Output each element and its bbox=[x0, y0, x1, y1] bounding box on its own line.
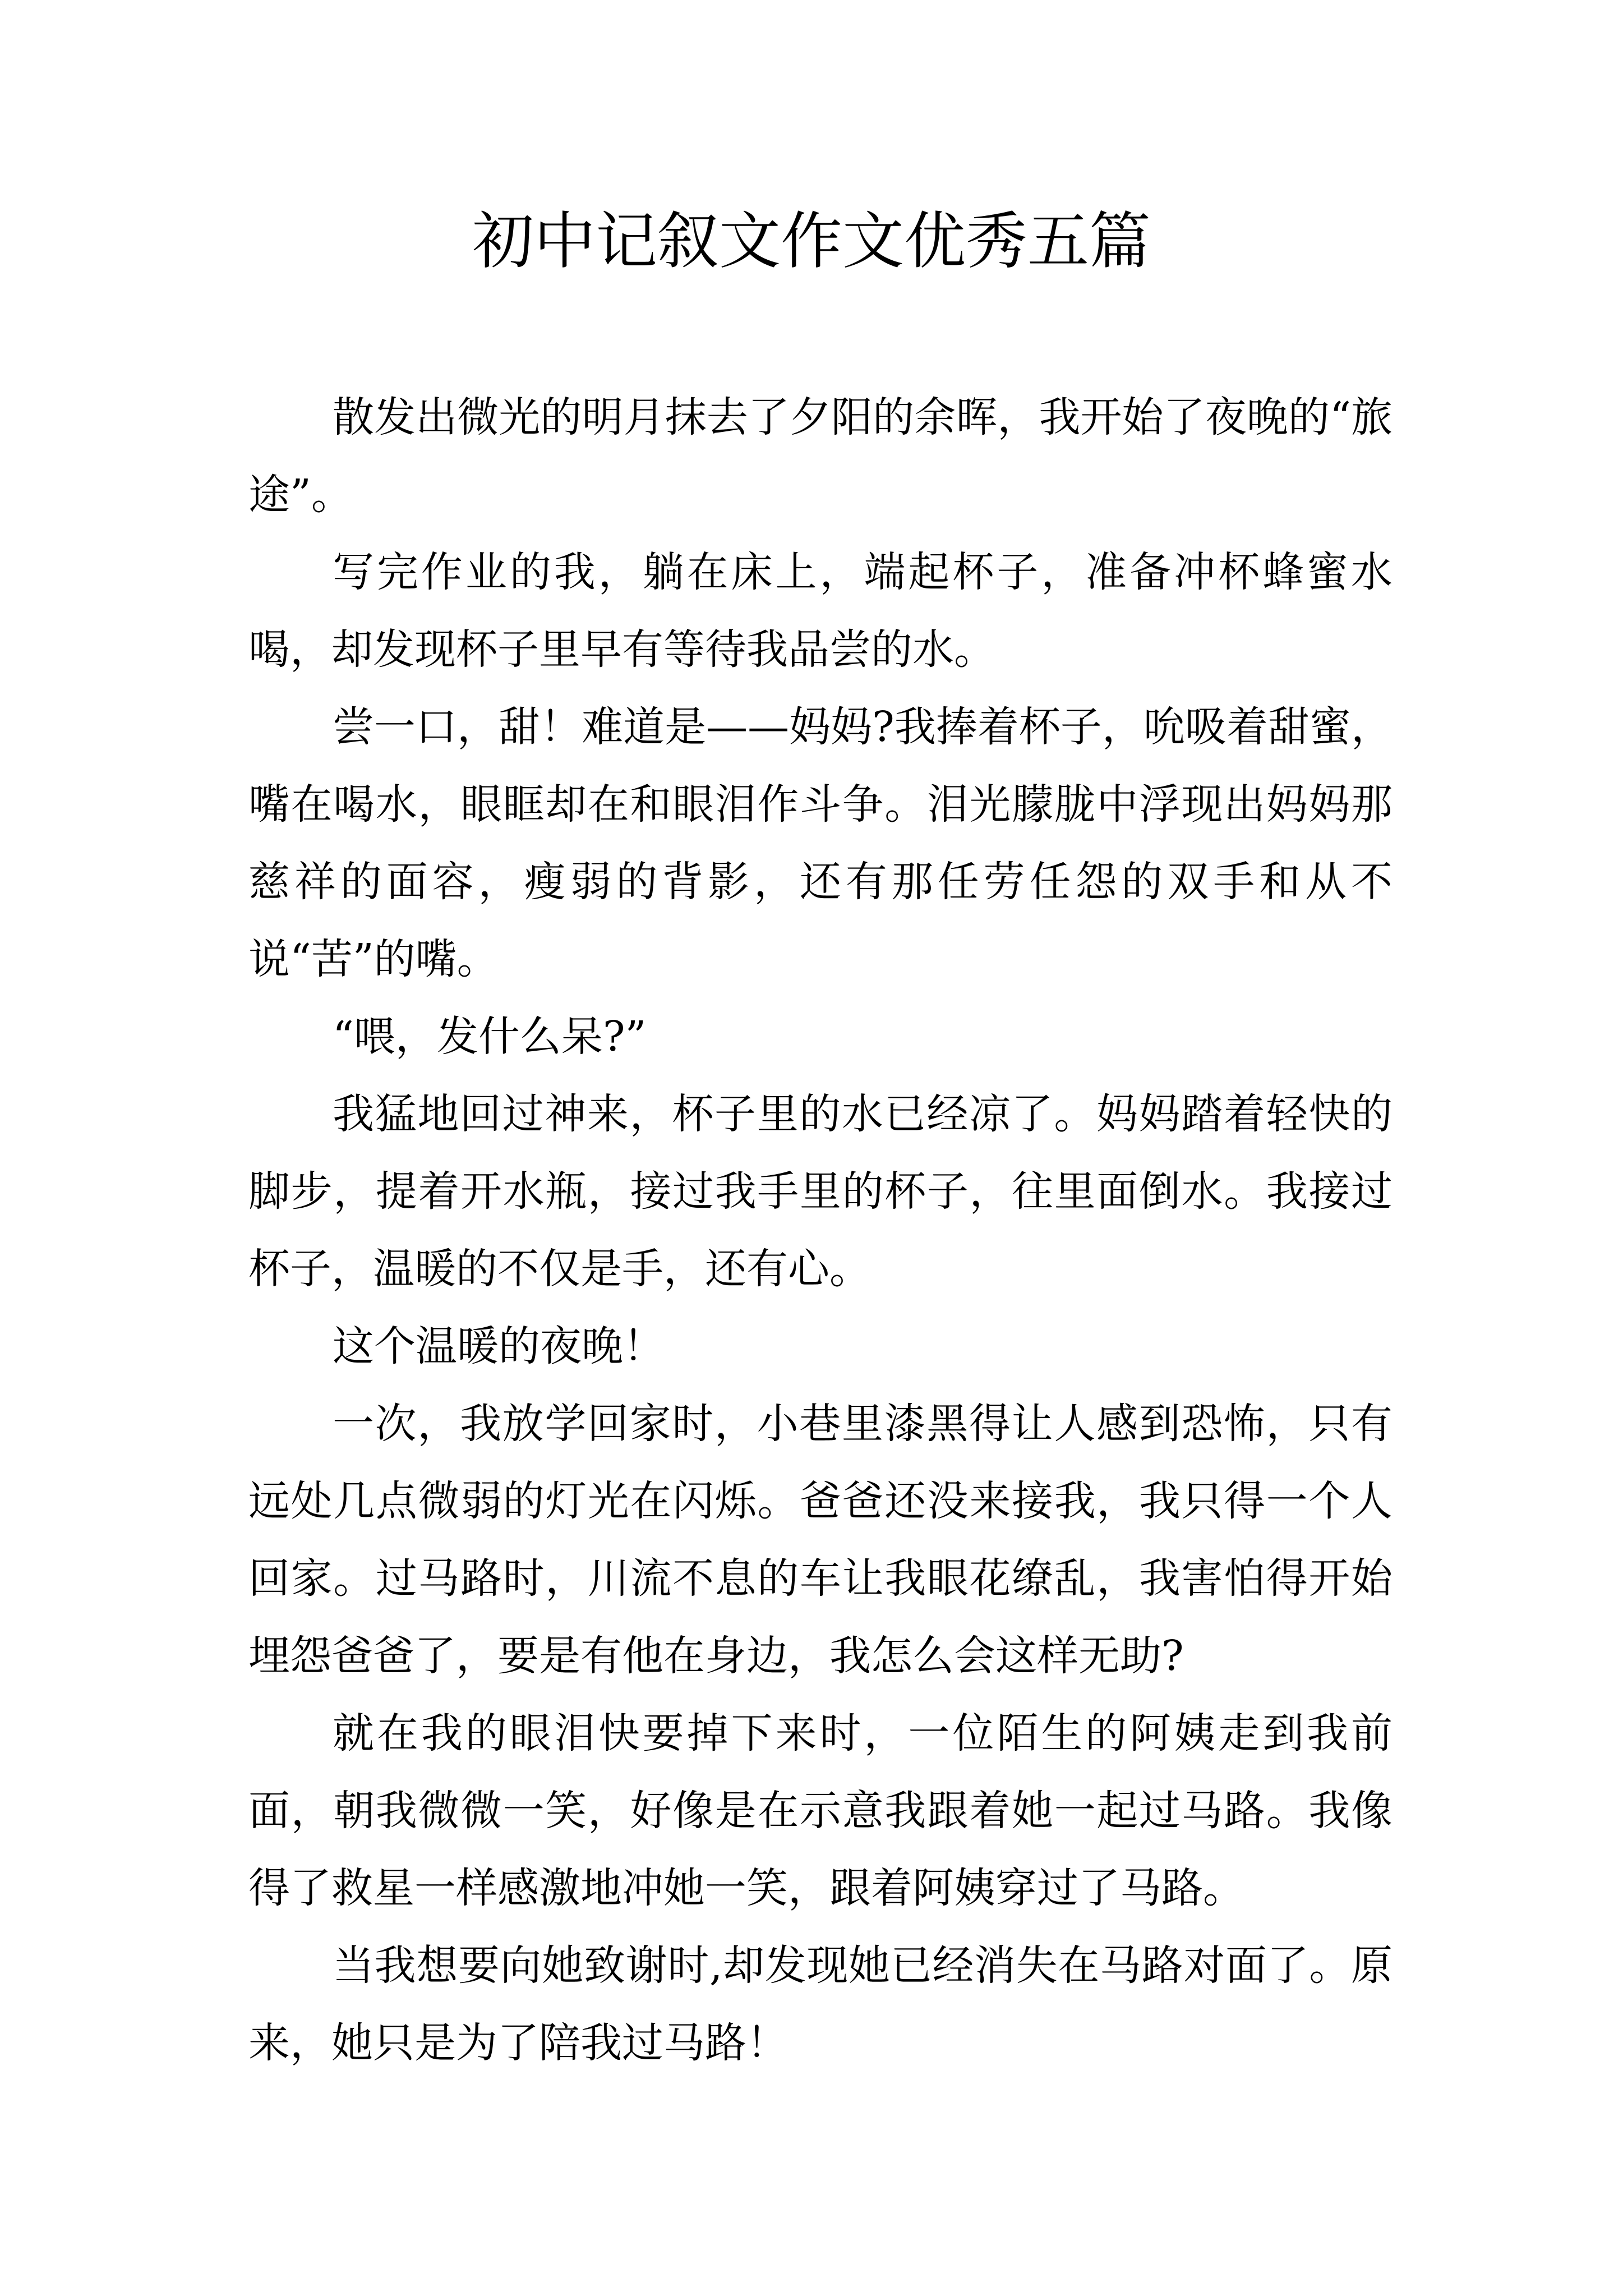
paragraph: 写完作业的我，躺在床上，端起杯子，准备冲杯蜂蜜水喝，却发现杯子里早有等待我品尝的水。 bbox=[248, 548, 1393, 674]
paragraph: 就在我的眼泪快要掉下来时，一位陌生的阿姨走到我前面，朝我微微一笑，好像是在示意我跟着她一起过马路。我像得了救星一样感激地冲她一笑，跟着阿姨穿过了马路。 bbox=[248, 1709, 1393, 1912]
paragraph: 我猛地回过神来，杯子里的水已经凉了。妈妈踏着轻快的脚步，提着开水瓶，接过我手里的杯子，往里面倒水。我接过杯子，温暖的不仅是手，还有心。 bbox=[248, 1090, 1393, 1293]
document-body bbox=[248, 379, 1393, 2082]
paragraph: 这个温暖的夜晚！ bbox=[333, 1322, 665, 1370]
paragraph: 散发出微光的明月抹去了夕阳的余晖，我开始了夜晚的“旅途”。 bbox=[248, 393, 1393, 519]
paragraph: “喂，发什么呆?” bbox=[333, 1013, 647, 1061]
paragraph: 一次，我放学回家时，小巷里漆黑得让人感到恐怖，只有远处几点微弱的灯光在闪烁。爸爸还没来接我，我只得一个人回家。过马路时，川流不息的车让我眼花缭乱，我害怕得开始埋怨爸爸了，要是有他在身边，我怎么会这样无助? bbox=[248, 1400, 1393, 1680]
document-title: 初中记叙文作文优秀五篇 bbox=[472, 205, 1151, 277]
paragraph: 当我想要向她致谢时,却发现她已经消失在马路对面了。原来，她只是为了陪我过马路！ bbox=[248, 1941, 1393, 2067]
paragraph: 尝一口，甜！难道是——妈妈?我捧着杯子，吮吸着甜蜜，嘴在喝水，眼眶却在和眼泪作斗争。泪光朦胧中浮现出妈妈那慈祥的面容，瘦弱的背影，还有那任劳任怨的双手和从不说“苦”的嘴。 bbox=[248, 703, 1393, 983]
